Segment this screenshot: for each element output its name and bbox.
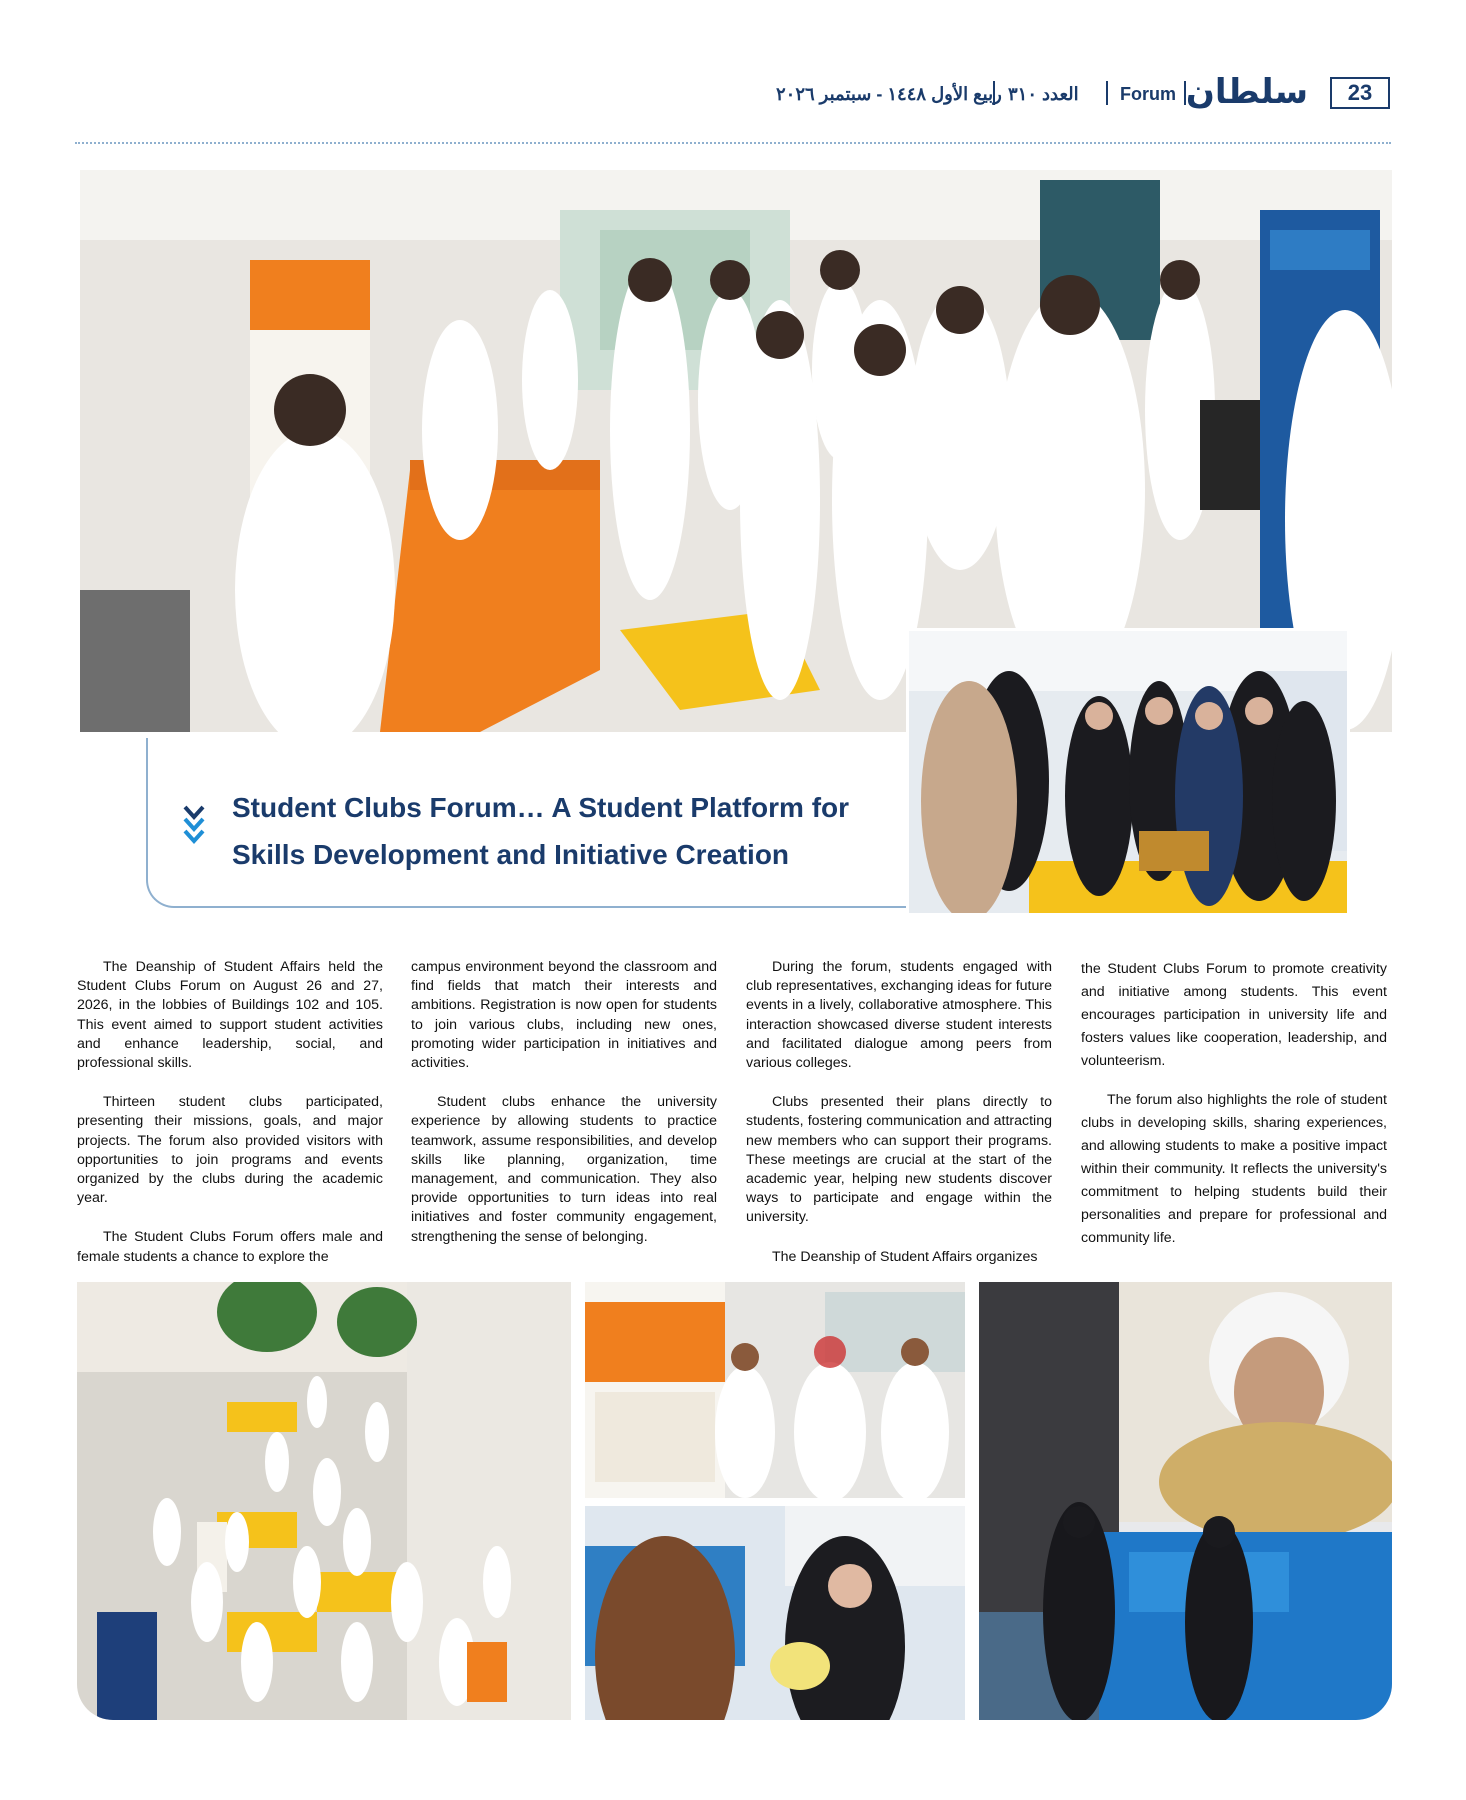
article-column-2 (411, 958, 717, 1267)
header-separator (1184, 81, 1186, 105)
paragraph: the Student Clubs Forum to promote creativity and initiative among students. This event encourages participation in university life and fosters values like cooperation, leadership, and volunteerism. (1081, 961, 1387, 1069)
article-column-4 (1081, 958, 1387, 1266)
paragraph: Thirteen student clubs participated, presenting their missions, goals, and major projects. The forum also provided visitors with opportunities to join programs and events organized by the clubs during the academic year. (77, 1094, 383, 1207)
paragraph: campus environment beyond the classroom and find fields that match their interests and ambitions. Registration is now open for students to join various clubs, including new ones, promoting wider participation in initiatives and activities. (411, 959, 717, 1072)
article-column-1 (77, 958, 383, 1287)
section-label: Forum (1120, 83, 1176, 104)
photo-portrait-and-info-booth (979, 1282, 1392, 1720)
page-number: 23 (1330, 77, 1390, 109)
title-line-1: Student Clubs Forum… A Student Platform for (232, 792, 850, 823)
paragraph: The forum also highlights the role of student clubs in developing skills, sharing experiences, and allowing students to make a positive impact within their community. It reflects the university's commitment to helping students build their personalities and prepare for professional and community life. (1081, 1092, 1387, 1246)
header-divider (75, 142, 1391, 144)
article-title (232, 784, 872, 878)
header-separator (1106, 81, 1108, 105)
magazine-logo (1185, 70, 1309, 114)
photo-orange-banner-booth (585, 1282, 965, 1498)
logo-text: سلطان (1185, 72, 1309, 112)
photo-female-students-exchange (585, 1506, 965, 1720)
paragraph: The Deanship of Student Affairs organizes (772, 1248, 1038, 1265)
article-column-3 (746, 958, 1052, 1287)
photo-aerial-forum-lobby (77, 1282, 571, 1720)
chevron-down-icon (183, 805, 205, 845)
paragraph: During the forum, students engaged with club representatives, exchanging ideas for future events in a lively, collaborative atmosphere. This interaction showcased diverse student interests and facilitated dialogue among peers from various colleges. (746, 959, 1053, 1072)
paragraph: Student clubs enhance the university experience by allowing students to practice teamwork, assume responsibilities, and develop skills like planning, organization, time management, and communication. They also provide opportunities to turn ideas into real initiatives and foster community engagement, strengthening the sense of belonging. (411, 1094, 717, 1245)
title-line-2: Skills Development and Initiative Creation (232, 839, 790, 870)
issue-number: العدد ٣١٠ (1008, 83, 1079, 104)
paragraph: The Student Clubs Forum offers male and female students a chance to explore the (77, 1229, 383, 1265)
paragraph: The Deanship of Student Affairs held the Student Clubs Forum on August 26 and 27, 2026, in the lobbies of Buildings 102 and 105. This event aimed to support student activities and enhance leadership, social, and professional skills. (77, 959, 383, 1072)
inset-photo-female-students (906, 628, 1350, 916)
issue-date: ربيع الأول ١٤٤٨ - سبتمبر ٢٠٢٦ (776, 83, 1002, 104)
paragraph: Clubs presented their plans directly to students, fostering communication and attracting new members who can support their programs. These meetings are crucial at the start of the academic year, helping new students discover ways to participate and engage within the university. (746, 1094, 1052, 1226)
